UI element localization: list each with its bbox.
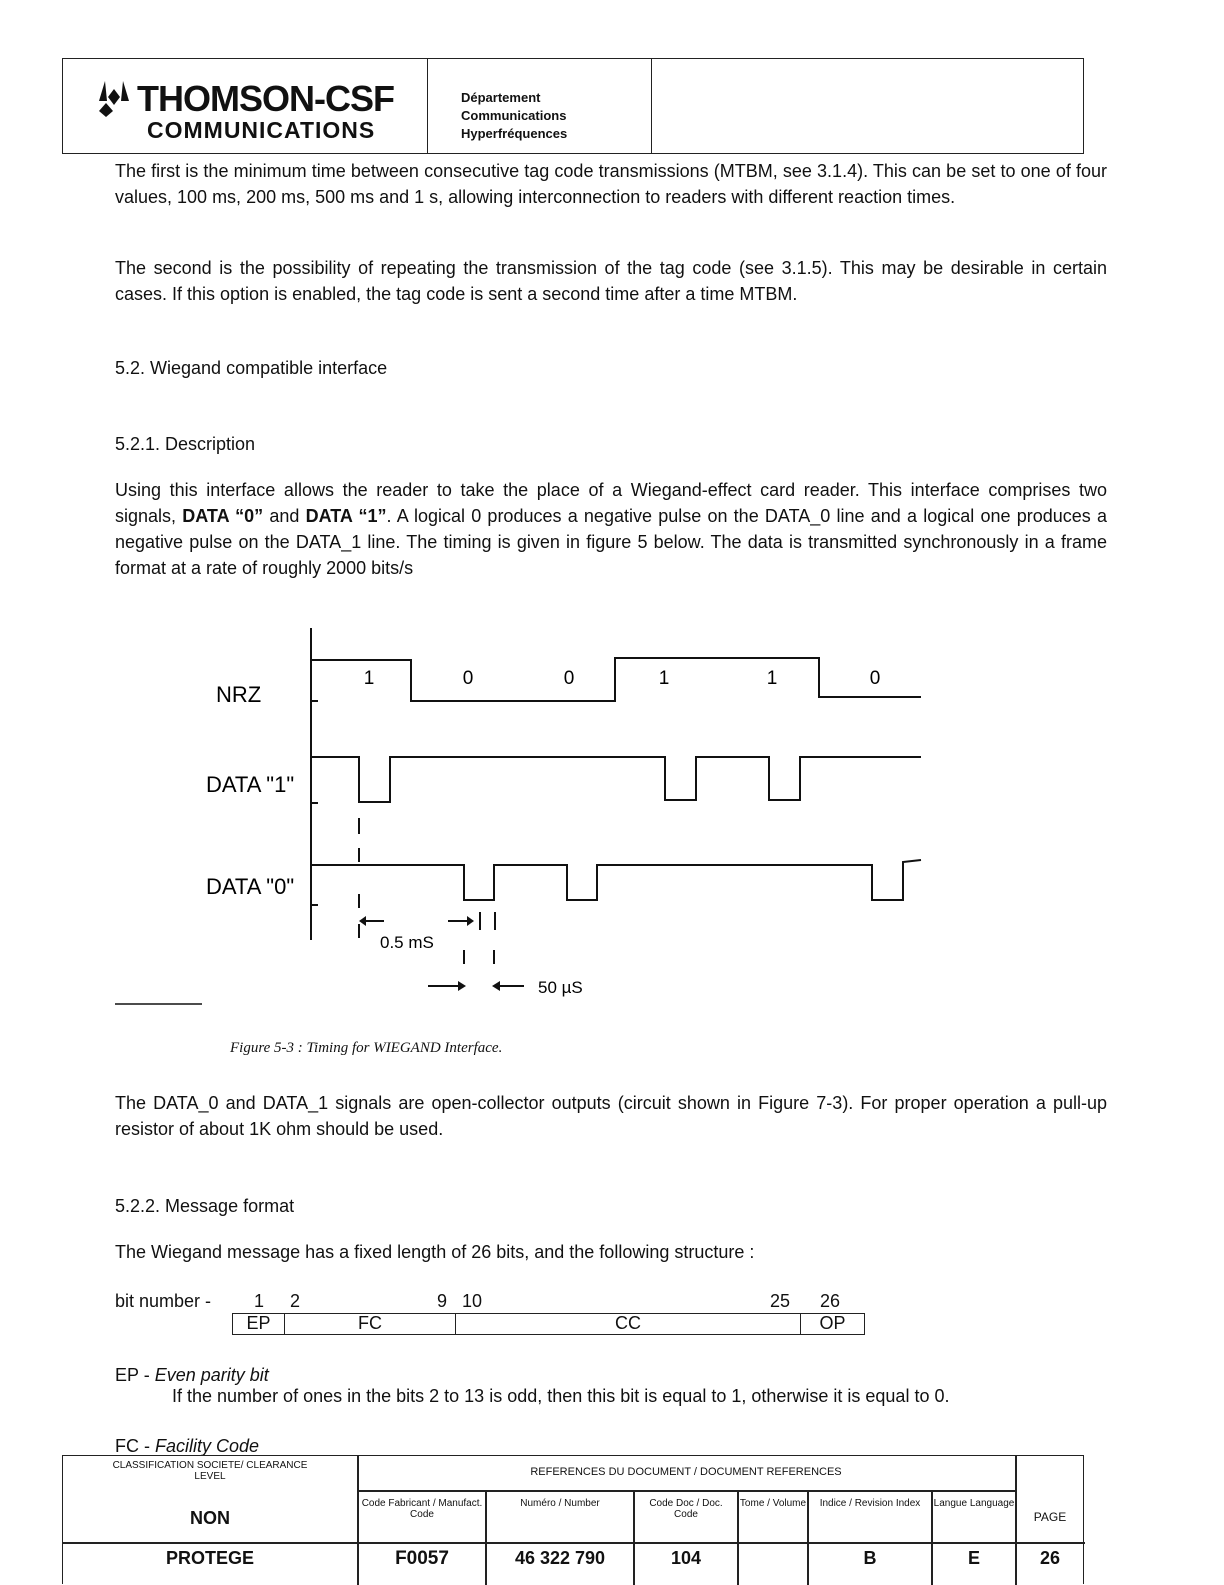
clearance-value-line2: PROTEGE (165, 1548, 254, 1568)
signal-label-nrz: NRZ (216, 682, 262, 707)
column-label-language: Langue Language (933, 1498, 1015, 1509)
department-line: Hyperfréquences (461, 126, 568, 141)
signal-label-data0: DATA "0" (206, 874, 295, 899)
bit-field-ep: EP (232, 1313, 285, 1335)
ep-abbrev: EP - (115, 1365, 155, 1385)
value-revision: B (863, 1548, 877, 1568)
nrz-waveform (311, 658, 921, 701)
paragraph-open-collector: The DATA_0 and DATA_1 signals are open-collector outputs (circuit shown in Figure 7-3). For proper operation a pull-up resistor of about 1K ohm should be used. (115, 1093, 1107, 1139)
bit-number: 25 (770, 1291, 791, 1311)
nrz-bit-label: 1 (658, 668, 670, 689)
column-label-page: PAGE (1033, 1510, 1067, 1524)
ep-term: Even parity bit (154, 1365, 269, 1385)
ep-definition-title (115, 1365, 269, 1386)
section-heading-5-2-1: 5.2.1. Description (115, 434, 256, 454)
pulse-width-label: 50 µS (538, 978, 583, 997)
section-heading-5-2: 5.2. Wiegand compatible interface (115, 358, 388, 378)
bit-field-fc: FC (284, 1313, 456, 1335)
bit-field-cc: CC (455, 1313, 801, 1335)
bit-number: 2 (290, 1291, 301, 1311)
nrz-bit-label: 0 (462, 668, 474, 689)
bit-number: 10 (462, 1291, 483, 1311)
wiegand-timing-diagram (0, 600, 1224, 1020)
company-name: THOMSON-CSF (137, 78, 394, 119)
ep-definition-text: If the number of ones in the bits 2 to 13 is odd, then this bit is equal to 1, otherwise it is equal to 0. (172, 1386, 950, 1406)
bit-number-prefix: bit number - (115, 1291, 212, 1311)
signal-label-data1: DATA "1" (206, 772, 295, 797)
data1-signal-name: DATA “1” (305, 506, 387, 526)
column-label-number: Numéro / Number (520, 1498, 600, 1509)
division-name: COMMUNICATIONS (147, 117, 376, 143)
description-text: and (263, 506, 306, 526)
fc-definition-title (115, 1436, 259, 1457)
figure-caption: Figure 5-3 : Timing for WIEGAND Interface. (230, 1040, 503, 1056)
column-label-volume: Tome / Volume (739, 1498, 807, 1509)
column-label-revision: Indice / Revision Index (819, 1498, 921, 1509)
paragraph-message-length: The Wiegand message has a fixed length of 26 bits, and the following structure : (115, 1242, 755, 1262)
department-line: Département (461, 90, 541, 105)
value-page: 26 (1039, 1548, 1061, 1568)
paragraph-repeat: The second is the possibility of repeating the transmission of the tag code (see 3.1.5). This may be desirable in certain cases. If this option is enabled, the tag code is sent a second time after a time MTBM. (115, 258, 1107, 304)
clearance-label: CLASSIFICATION SOCIETE/ CLEARANCE LEVEL (112, 1460, 308, 1482)
data1-waveform (311, 757, 921, 802)
bit-field-op: OP (800, 1313, 865, 1335)
nrz-bit-label: 0 (869, 668, 881, 689)
value-number: 46 322 790 (514, 1548, 606, 1568)
section-heading-5-2-2: 5.2.2. Message format (115, 1196, 295, 1216)
value-manufact-code: F0057 (395, 1548, 449, 1569)
document-header (62, 58, 1084, 154)
column-label-manufact-code: Code Fabricant / Manufact. Code (361, 1498, 483, 1520)
department-cell (427, 59, 652, 153)
thomson-logo-icon (97, 79, 131, 119)
document-footer-table (62, 1455, 1084, 1584)
data0-waveform (311, 860, 921, 900)
bit-period-label: 0.5 mS (380, 933, 434, 952)
nrz-bit-label: 0 (563, 668, 575, 689)
fc-term: Facility Code (155, 1436, 260, 1456)
column-label-doc-code: Code Doc / Doc. Code (649, 1498, 723, 1520)
value-doc-code: 104 (670, 1548, 702, 1568)
paragraph-description (115, 477, 1107, 581)
nrz-bit-label: 1 (363, 668, 375, 689)
bit-number: 9 (437, 1291, 448, 1311)
value-language: E (967, 1548, 980, 1568)
logo-cell (63, 59, 428, 153)
paragraph-mtbm: The first is the minimum time between consecutive tag code transmissions (MTBM, see 3.1.4). This can be set to one of four values, 100 ms, 200 ms, 500 ms and 1 s, allowing interconnection to readers with different reaction times. (115, 161, 1107, 207)
description-text: Using this interface allows the reader to take the place of a Wiegand-effect card reader. This interface comprises two signals, (115, 480, 1107, 526)
clearance-value-line1: NON (190, 1508, 230, 1528)
fc-abbrev: FC - (115, 1436, 155, 1456)
department-line: Communications (461, 108, 567, 123)
nrz-bit-label: 1 (766, 668, 778, 689)
references-title: REFERENCES DU DOCUMENT / DOCUMENT REFERENCES (530, 1466, 842, 1478)
bit-number: 1 (254, 1291, 265, 1311)
bit-number: 26 (820, 1291, 841, 1311)
data0-signal-name: DATA “0” (182, 506, 264, 526)
description-text: . A logical 0 produces a negative pulse on the DATA_0 line and a logical one produces a negative pulse on the DATA_1 line. The timing is given in figure 5 below. The data is transmitted synchronously in a frame format at a rate of roughly 2000 bits/s (115, 506, 1107, 578)
